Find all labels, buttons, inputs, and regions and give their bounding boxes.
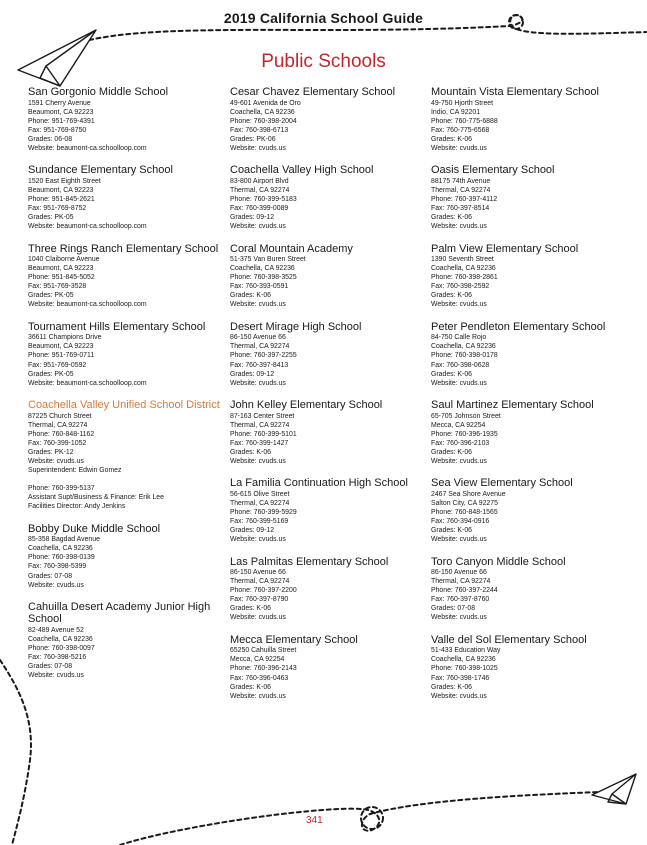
school-detail: Fax: 760-398-2592 (431, 283, 490, 291)
school-detail: Fax: 760-397-8760 (431, 596, 490, 604)
school-detail: 82-489 Avenue 52 (28, 626, 84, 634)
school-name: John Kelley Elementary School (230, 399, 383, 411)
school-detail: Phone: 760-848-1162 (28, 430, 95, 438)
school-detail: Website: cvuds.us (230, 692, 286, 700)
school-detail: Thermal, CA 92274 (230, 421, 290, 429)
school-detail: Thermal, CA 92274 (230, 343, 290, 351)
school-name: Las Palmitas Elementary School (230, 555, 389, 568)
school-name: Peter Pendleton Elementary School (431, 320, 606, 333)
school-detail: Fax: 951-769-8752 (28, 205, 87, 213)
school-detail: Thermal, CA 92274 (230, 578, 290, 586)
school-column-3 (431, 86, 643, 712)
school-name: Bobby Duke Middle School (28, 522, 161, 535)
school-detail: Fax: 951-769-3528 (28, 283, 87, 291)
school-detail: Fax: 760-398-5216 (28, 654, 87, 662)
school-detail: Grades: 06-08 (28, 135, 73, 143)
school-entry (431, 477, 643, 544)
school-detail: Fax: 760-399-1427 (230, 439, 289, 447)
school-detail: Mecca, CA 92254 (431, 421, 486, 429)
school-detail: 36611 Champions Drive (28, 334, 102, 342)
school-entry (230, 399, 442, 466)
school-detail: Fax: 760-393-0591 (230, 283, 289, 291)
school-detail: Phone: 760-399-5929 (230, 508, 297, 516)
school-detail: Grades: K-06 (230, 605, 271, 613)
school-entry (230, 321, 442, 388)
school-detail: Website: beaumont-ca.schoolloop.com (28, 379, 147, 387)
bottom-dashed-path (120, 792, 600, 845)
school-detail: Website: cvuds.us (230, 379, 286, 387)
school-column-2 (230, 86, 442, 712)
school-entry (28, 243, 240, 310)
school-name: Toro Canyon Middle School (431, 555, 566, 568)
school-detail: Phone: 760-399-5137 (28, 485, 95, 493)
school-detail: Thermal, CA 92274 (230, 186, 290, 194)
school-detail: Beaumont, CA 92223 (28, 108, 94, 116)
school-detail: Thermal, CA 92274 (28, 421, 88, 429)
paper-plane-icon (592, 774, 636, 804)
school-detail: Website: beaumont-ca.schoolloop.com (28, 144, 147, 152)
school-detail: 51-433 Education Way (431, 647, 501, 655)
school-detail: Grades: 09-12 (230, 370, 275, 378)
school-detail: Phone: 760-397-4112 (431, 195, 498, 203)
school-detail: 65-705 Johnson Street (431, 412, 501, 420)
school-detail: Website: cvuds.us (28, 672, 84, 680)
school-detail: 1040 Claiborne Avenue (28, 256, 100, 263)
school-detail: Beaumont, CA 92223 (28, 265, 94, 273)
school-name: Desert Mirage High School (230, 320, 362, 333)
school-detail: 87225 Church Street (28, 412, 92, 420)
school-detail: Website: cvuds.us (431, 144, 487, 152)
school-detail: Website: cvuds.us (230, 457, 286, 465)
school-detail: Website: cvuds.us (230, 144, 286, 152)
school-detail: Assistant Supt/Business & Finance: Erik Lee (28, 494, 164, 502)
school-name: La Familia Continuation High School (230, 477, 408, 490)
school-detail: Phone: 760-398-2861 (431, 274, 498, 282)
school-entry (230, 556, 442, 623)
school-detail: Grades: K-06 (230, 292, 271, 300)
school-detail: Coachella, CA 92236 (230, 108, 295, 116)
school-detail: Fax: 760-396-0463 (230, 674, 289, 682)
school-detail: Grades: PK-05 (28, 370, 74, 378)
school-detail: Thermal, CA 92274 (230, 499, 290, 507)
school-entry (230, 634, 442, 701)
school-name: Palm View Elementary School (431, 242, 579, 255)
school-detail: 1520 East Eighth Street (28, 177, 101, 185)
school-detail: 56-615 Olive Street (230, 490, 290, 498)
school-detail: Thermal, CA 92274 (431, 578, 491, 586)
school-detail: Fax: 760-399-1052 (28, 439, 87, 447)
school-name: Oasis Elementary School (431, 164, 555, 177)
school-detail: Fax: 760-397-8790 (230, 596, 289, 604)
school-detail: Coachella, CA 92236 (28, 635, 93, 643)
school-name: Cesar Chavez Elementary School (230, 86, 396, 98)
school-detail: 1591 Cherry Avenue (28, 99, 91, 107)
page-number: 341 (306, 815, 323, 826)
school-detail: Grades: PK-06 (230, 135, 276, 143)
school-name: Mountain Vista Elementary School (431, 86, 599, 98)
school-detail: Fax: 951-769-8750 (28, 126, 87, 134)
school-detail: Grades: K-06 (431, 214, 472, 222)
school-name: San Gorgonio Middle School (28, 86, 169, 98)
school-detail: Fax: 760-398-5399 (28, 563, 87, 571)
school-detail: Coachella, CA 92236 (28, 545, 93, 553)
school-detail: Grades: K-06 (230, 683, 271, 691)
school-detail: 49-750 Hjorth Street (431, 99, 494, 107)
school-entry (431, 556, 643, 623)
school-detail: Fax: 760-398-6713 (230, 126, 289, 134)
school-detail: Fax: 760-398-1746 (431, 674, 490, 682)
school-detail: Phone: 760-398-0178 (431, 352, 498, 360)
school-entry (431, 321, 643, 388)
school-detail: Website: cvuds.us (28, 581, 84, 589)
school-detail: Grades: K-06 (431, 292, 472, 300)
school-name: Three Rings Ranch Elementary School (28, 242, 219, 255)
school-detail: Grades: 09-12 (230, 527, 275, 535)
school-detail: Grades: K-06 (431, 527, 472, 535)
school-entry (230, 86, 442, 153)
school-detail: Website: cvuds.us (230, 614, 286, 622)
school-name: Coral Mountain Academy (230, 242, 353, 255)
school-detail: Website: cvuds.us (230, 301, 286, 309)
guide-title: 2019 California School Guide (223, 10, 424, 26)
school-detail: Grades: K-06 (230, 448, 271, 456)
school-detail: Grades: PK-12 (28, 448, 74, 456)
school-detail: 2467 Sea Shore Avenue (431, 490, 506, 498)
school-detail: 49-601 Avenida de Oro (230, 99, 301, 107)
school-detail: Website: cvuds.us (28, 457, 84, 465)
school-detail: Grades: K-06 (431, 370, 472, 378)
school-detail: Grades: 09-12 (230, 214, 275, 222)
school-detail: 83-800 Airport Blvd (230, 177, 289, 185)
school-detail: Fax: 760-775-6568 (431, 126, 490, 134)
school-detail: 85-358 Bagdad Avenue (28, 536, 100, 544)
school-detail: Phone: 760-397-2244 (431, 587, 498, 595)
school-detail: Fax: 760-396-2103 (431, 439, 490, 447)
school-detail: Fax: 951-769-0592 (28, 361, 87, 369)
school-detail: Thermal, CA 92274 (431, 186, 491, 194)
school-detail: 51-375 Van Buren Street (230, 256, 306, 263)
school-detail: Website: cvuds.us (431, 692, 487, 700)
school-detail: Grades: K-06 (431, 135, 472, 143)
district-name: Coachella Valley Unified School District (28, 399, 220, 411)
school-detail: Website: cvuds.us (431, 223, 487, 231)
school-detail: Phone: 760-398-0139 (28, 554, 95, 562)
school-detail: Grades: K-06 (431, 683, 472, 691)
school-name: Tournament Hills Elementary School (28, 320, 206, 333)
school-entry (431, 634, 643, 701)
school-detail: Fax: 760-399-5169 (230, 518, 289, 526)
school-column-1 (28, 86, 240, 692)
school-entry (431, 86, 643, 153)
school-entry (28, 86, 240, 153)
school-detail: Phone: 760-396-1935 (431, 430, 498, 438)
school-detail: Website: beaumont-ca.schoolloop.com (28, 301, 147, 309)
school-entry (28, 164, 240, 231)
school-detail: Phone: 760-397-2200 (230, 587, 297, 595)
school-detail: Fax: 760-399-0089 (230, 205, 289, 213)
school-detail: Phone: 760-848-1565 (431, 508, 498, 516)
school-entry (431, 399, 643, 466)
school-detail: Phone: 760-398-0097 (28, 645, 95, 653)
school-name: Valle del Sol Elementary School (431, 633, 587, 646)
school-detail: Superintendent: Edwin Gomez (28, 467, 122, 475)
district-entry (28, 399, 240, 511)
school-detail: Website: cvuds.us (431, 379, 487, 387)
school-detail: 87-163 Center Street (230, 412, 295, 420)
school-entry (230, 477, 442, 544)
school-detail: Phone: 760-399-5101 (230, 430, 297, 438)
school-detail: Phone: 760-398-3525 (230, 274, 297, 282)
school-name: Sundance Elementary School (28, 164, 173, 177)
school-detail: Coachella, CA 92236 (431, 343, 496, 351)
school-detail: Phone: 760-775-6888 (431, 117, 498, 125)
school-entry (431, 243, 643, 310)
school-entry (28, 523, 240, 590)
school-detail: Fax: 760-394-0916 (431, 518, 490, 526)
school-name: Mecca Elementary School (230, 633, 358, 646)
school-detail: Phone: 760-398-1025 (431, 665, 498, 673)
school-detail: Website: cvuds.us (230, 536, 286, 544)
spacer (28, 475, 240, 484)
school-name: Sea View Elementary School (431, 477, 573, 490)
school-detail: Beaumont, CA 92223 (28, 186, 94, 194)
school-detail: Fax: 760-397-8514 (431, 205, 490, 213)
school-detail: Indio, CA 92201 (431, 108, 481, 116)
school-name: Cahuilla Desert Academy Junior High School (28, 600, 211, 626)
school-detail: Beaumont, CA 92223 (28, 343, 94, 351)
school-detail: Website: beaumont-ca.schoolloop.com (28, 223, 147, 231)
school-detail: Fax: 760-398-0628 (431, 361, 490, 369)
school-detail: Coachella, CA 92236 (431, 265, 496, 273)
school-entry (28, 321, 240, 388)
school-detail: 86-150 Avenue 66 (230, 334, 286, 342)
school-detail: 65250 Cahuilla Street (230, 647, 297, 655)
school-detail: Coachella, CA 92236 (230, 265, 295, 273)
school-entry (431, 164, 643, 231)
school-detail: Phone: 951-769-4391 (28, 117, 95, 125)
school-detail: Website: cvuds.us (431, 301, 487, 309)
school-detail: Website: cvuds.us (230, 223, 286, 231)
school-detail: 88175 74th Avenue (431, 177, 491, 185)
school-entry (28, 601, 240, 681)
school-entry (230, 164, 442, 231)
school-detail: Grades: PK-05 (28, 214, 74, 222)
school-detail: Phone: 760-398-2004 (230, 117, 297, 125)
section-title: Public Schools (261, 51, 386, 72)
school-detail: Grades: PK-05 (28, 292, 74, 300)
school-detail: 84-750 Calle Rojo (431, 334, 487, 342)
school-entry (230, 243, 442, 310)
school-detail: 1390 Seventh Street (431, 256, 494, 263)
school-detail: Phone: 760-396-2143 (230, 665, 297, 673)
school-detail: Phone: 760-399-5183 (230, 195, 297, 203)
school-detail: Website: cvuds.us (431, 614, 487, 622)
school-detail: Salton City, CA 92275 (431, 499, 498, 507)
school-detail: Website: cvuds.us (431, 536, 487, 544)
school-detail: Phone: 951-769-0711 (28, 352, 95, 360)
school-detail: Phone: 760-397-2255 (230, 352, 297, 360)
school-detail: Phone: 951-845-2621 (28, 195, 95, 203)
school-detail: Website: cvuds.us (431, 457, 487, 465)
school-detail: Phone: 951-845-5052 (28, 274, 95, 282)
school-detail: Grades: 07-08 (28, 572, 73, 580)
school-detail: 86-150 Avenue 66 (230, 569, 286, 576)
school-detail: Fax: 760-397-8413 (230, 361, 289, 369)
left-dashed-path (0, 660, 31, 845)
school-detail: 86-150 Avenue 66 (431, 569, 487, 576)
school-name: Coachella Valley High School (230, 164, 374, 177)
school-detail: Grades: 07-08 (431, 605, 476, 613)
school-detail: Grades: K-06 (431, 448, 472, 456)
school-name: Saul Martinez Elementary School (431, 399, 594, 411)
school-detail: Grades: 07-08 (28, 663, 73, 671)
school-detail: Coachella, CA 92236 (431, 656, 496, 664)
school-detail: Facilities Director: Andy Jenkins (28, 503, 126, 511)
school-detail: Mecca, CA 92254 (230, 656, 285, 664)
